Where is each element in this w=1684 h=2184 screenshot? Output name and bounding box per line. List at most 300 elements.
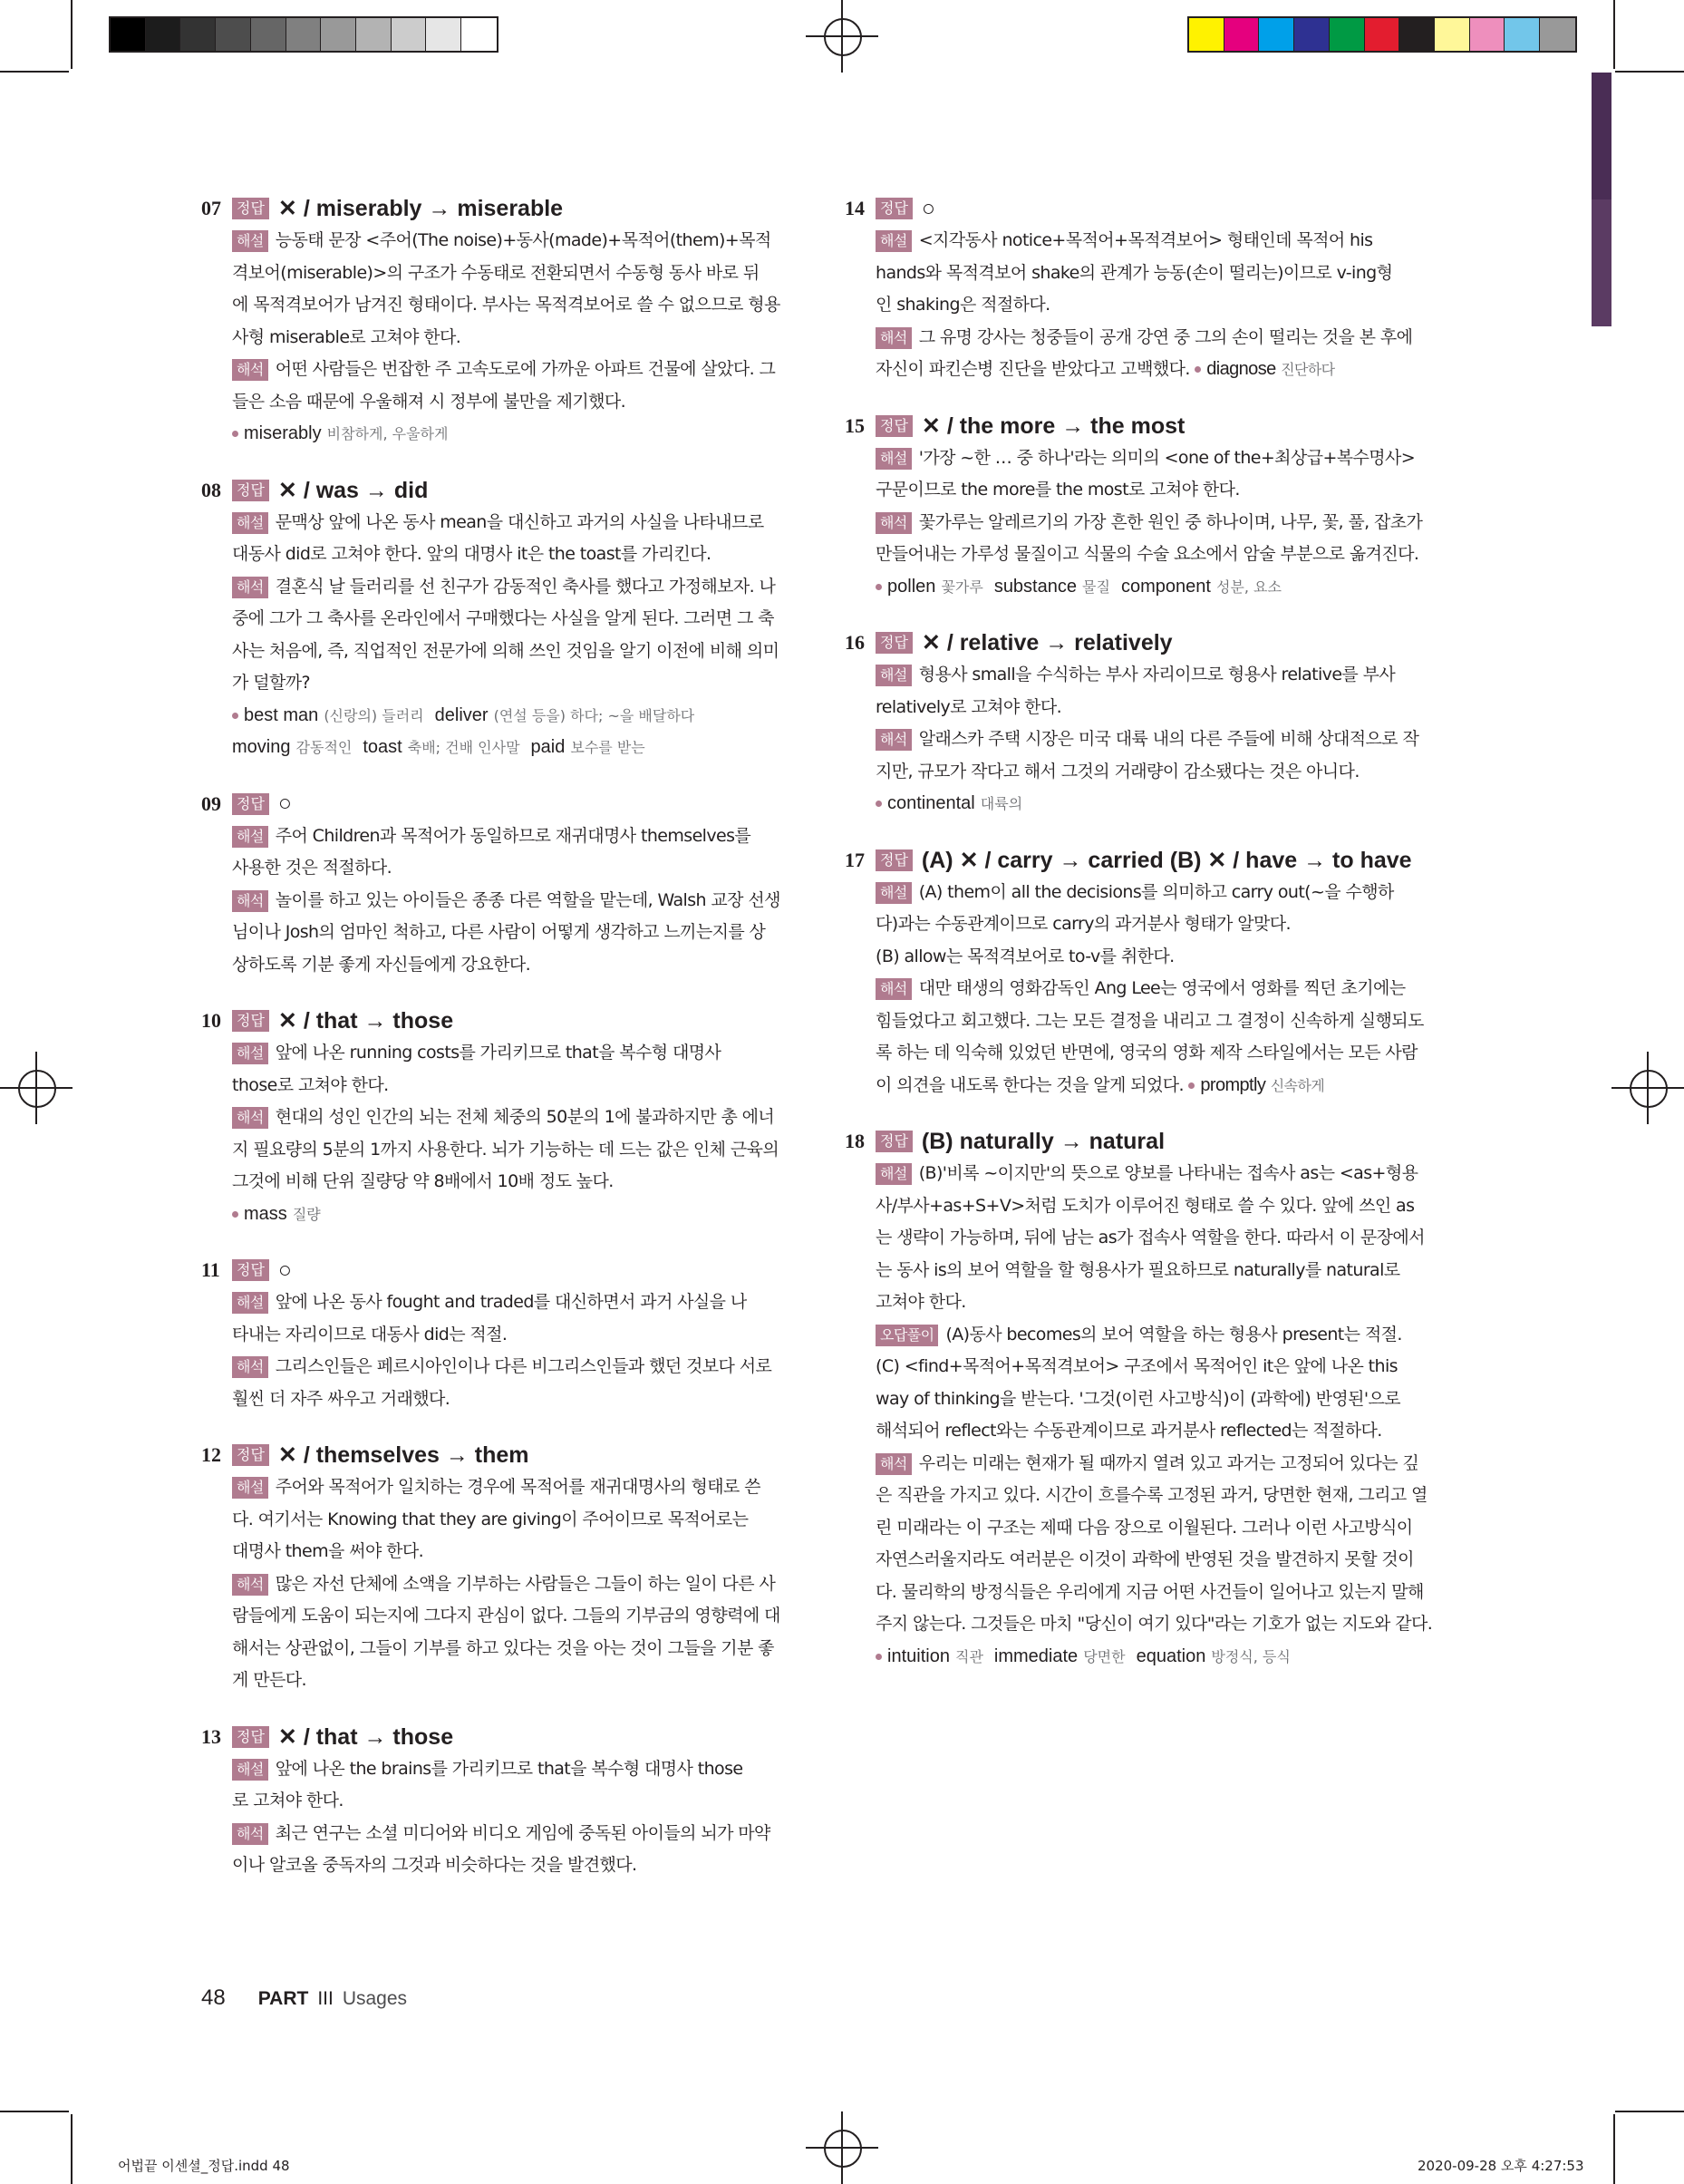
question-number: 13 [201, 1724, 221, 1748]
explanation-line [232, 667, 781, 700]
vocab-word: deliver [434, 704, 489, 725]
section-badge: 해석 [232, 890, 268, 912]
explanation-line [232, 603, 781, 636]
color-swatch [1470, 18, 1505, 51]
explanation-line [232, 636, 781, 668]
answer-badge: 정답 [232, 198, 269, 219]
explanation-block [876, 877, 1425, 1102]
vocab-word: paid [530, 737, 566, 757]
explanation-text: 해서는 상관없이, 그들이 기부를 하고 있다는 것을 아는 것이 그들을 기분 좋 [232, 1637, 774, 1658]
vocab-word: toast [363, 737, 402, 757]
explanation-text: way of thinking을 받는다. '그것(이런 사고방식)이 (과학에) 반영된'으로 [876, 1388, 1400, 1409]
explanation-line [876, 354, 1425, 386]
crop-mark-tr-v [1613, 0, 1615, 69]
gray-swatch-strip [109, 16, 498, 53]
section-badge: 해석 [232, 359, 268, 381]
answer-text: ✕ / the more → the most [921, 413, 1186, 439]
vocab-word: best man [244, 704, 319, 725]
slug-datetime: 2020-09-28 오후 4:27:53 [1418, 2158, 1584, 2174]
explanation-line [876, 1512, 1425, 1545]
explanation-text: 우리는 미래는 현재가 될 때까지 열려 있고 과거는 고정되어 있다는 깊 [918, 1452, 1419, 1473]
vocab-meaning: 축배; 건배 인사말 [407, 739, 520, 756]
explanation-line [232, 1785, 781, 1818]
crop-mark-br-h [1615, 2111, 1684, 2112]
answer-badge: 정답 [876, 415, 913, 437]
color-swatch [1399, 18, 1435, 51]
page-number: 48 [201, 1985, 226, 2010]
section-badge: 해석 [876, 327, 912, 349]
explanation-text: 에 목적격보어가 남겨진 형태이다. 부사는 목적격보어로 쓸 수 없으므로 형용 [232, 295, 780, 315]
vocab-row [876, 788, 1425, 820]
answer-badge: 정답 [232, 793, 269, 815]
explanation-block [232, 507, 781, 764]
color-swatch [180, 18, 216, 51]
color-swatch [111, 18, 146, 51]
color-swatch [1294, 18, 1330, 51]
answer-header [845, 844, 1425, 877]
crop-mark-bl-h [0, 2111, 69, 2112]
answer-item [845, 626, 1425, 820]
explanation-text: 린 미래라는 이 구조는 제때 다음 장으로 이월된다. 그러나 이런 사고방식이 [876, 1517, 1413, 1538]
color-swatch [321, 18, 356, 51]
section-badge: 해설 [232, 512, 268, 534]
explanation-text: 힘들었다고 회고했다. 그는 모든 결정을 내리고 그 결정이 신속하게 실행되도 [876, 1010, 1424, 1031]
explanation-text: 주어 Children과 목적어가 동일하므로 재귀대명사 themselves를 [275, 825, 751, 846]
explanation-line [232, 354, 781, 386]
explanation-text: 많은 자선 단체에 소액을 기부하는 사람들은 그들이 하는 일이 다른 사 [275, 1573, 776, 1594]
explanation-text: 다. 물리학의 방정식들은 우리에게 지금 어떤 사건들이 일어나고 있는지 말해 [876, 1581, 1424, 1602]
explanation-text: 로 고쳐야 한다. [232, 1791, 344, 1810]
explanation-text: 만들어내는 가루성 물질이고 식물의 수술 요소에서 암술 부분으로 옮겨진다. [876, 544, 1419, 564]
explanation-text: 앞에 나온 running costs를 가리키므로 that을 복수형 대명사 [275, 1043, 721, 1063]
vocab-row [232, 418, 781, 451]
section-badge: 해설 [876, 448, 912, 470]
question-number: 11 [201, 1258, 220, 1281]
explanation-text: 앞에 나온 the brains를 가리키므로 that을 복수형 대명사 those [275, 1758, 743, 1779]
explanation-text: those로 고쳐야 한다. [232, 1074, 389, 1095]
explanation-line [876, 322, 1425, 354]
vocab-word: equation [1136, 1645, 1206, 1666]
question-number: 09 [201, 791, 221, 815]
explanation-text: (A)동사 becomes의 보어 역할을 하는 형용사 present는 적절. [945, 1324, 1402, 1344]
explanation-line [876, 756, 1425, 789]
explanation-line [232, 571, 781, 604]
explanation-text: 사는 처음에, 즉, 직업적인 전문가에 의해 쓰인 것임을 알기 이전에 비해 의미 [232, 640, 779, 661]
question-number: 14 [845, 197, 865, 219]
bullet-dot [232, 713, 238, 719]
vocab-meaning: 성분, 요소 [1215, 578, 1282, 596]
registration-mark-bottom [806, 2111, 878, 2184]
explanation-block [232, 1753, 781, 1882]
explanation-text: 그 유명 강사는 청중들이 공개 강연 중 그의 손이 떨리는 것을 본 후에 [918, 326, 1413, 347]
answer-item [201, 1005, 781, 1230]
explanation-text: 사형 miserable로 고쳐야 한다. [232, 326, 461, 347]
explanation-line [232, 1383, 781, 1416]
answer-item [845, 192, 1425, 386]
question-number: 07 [201, 197, 221, 219]
explanation-line [876, 1319, 1425, 1352]
explanation-line [232, 1471, 781, 1504]
explanation-line [876, 692, 1425, 724]
answer-item [201, 1254, 781, 1415]
color-swatch [392, 18, 427, 51]
explanation-text: 자연스러울지라도 여러분은 이것이 과학에 반영된 것을 발견하지 못할 것이 [876, 1549, 1414, 1569]
section-badge: 해설 [232, 1759, 268, 1781]
section-badge: 해설 [876, 230, 912, 252]
answer-header [201, 474, 781, 507]
answer-badge: 정답 [232, 1444, 269, 1466]
explanation-text: 주어와 목적어가 일치하는 경우에 목적어를 재귀대명사의 형태로 쓴 [275, 1477, 760, 1497]
answer-text: (A) ✕ / carry → carried (B) ✕ / have → to have [921, 847, 1412, 873]
vocab-word: immediate [993, 1645, 1079, 1666]
explanation-text: 사/부사+as+S+V>처럼 도치가 이루어진 형태로 쓸 수 있다. 앞에 쓰인 as [876, 1195, 1415, 1216]
explanation-line [876, 1448, 1425, 1480]
answer-text: ○ [921, 195, 936, 221]
explanation-block [876, 659, 1425, 820]
explanation-block [232, 1471, 781, 1697]
vocab-meaning: (신랑의) 들러리 [324, 706, 424, 724]
section-label: Usages [342, 1988, 408, 2009]
explanation-line [876, 1222, 1425, 1255]
explanation-line [232, 1536, 781, 1568]
explanation-text: 인 shaking은 적절하다. [876, 295, 1050, 315]
answer-item [845, 410, 1425, 604]
explanation-line [876, 1255, 1425, 1287]
explanation-line [232, 1753, 781, 1786]
section-badge: 해석 [232, 1356, 268, 1378]
explanation-text: 람들에게 도움이 되는지에 그다지 관심이 없다. 그들의 기부금의 영향력에 대 [232, 1606, 780, 1626]
vocab-row [876, 1641, 1425, 1674]
explanation-text: 대동사 did로 고쳐야 한다. 앞의 대명사 it은 the toast를 가리킨다. [232, 544, 711, 564]
vocab-word: intuition [887, 1645, 950, 1666]
explanation-text: 문맥상 앞에 나온 동사 mean을 대신하고 과거의 사실을 나타내므로 [275, 511, 764, 532]
answer-header [201, 192, 781, 225]
explanation-text: 훨씬 더 자주 싸우고 거래했다. [232, 1388, 450, 1409]
right-column [845, 192, 1433, 1696]
explanation-line [232, 386, 781, 419]
explanation-text: 들은 소음 때문에 우울해져 시 정부에 불만을 제기했다. [232, 391, 626, 412]
part-label: PART [257, 1988, 309, 2009]
explanation-line [876, 1608, 1433, 1641]
explanation-text: 형용사 small을 수식하는 부사 자리이므로 형용사 relative를 부사 [918, 665, 1396, 684]
explanation-line [876, 908, 1425, 941]
question-number: 18 [845, 1130, 865, 1152]
explanation-text: '가장 ~한 … 중 하나'라는 의미의 <one of the+최상급+복수명사> [918, 447, 1416, 468]
answer-text: ○ [277, 791, 293, 816]
answer-item [201, 1721, 781, 1882]
explanation-text: 사용한 것은 적절하다. [232, 858, 392, 878]
color-swatch [251, 18, 286, 51]
explanation-line [232, 1134, 781, 1167]
answer-text: ✕ / that → those [277, 1008, 454, 1034]
explanation-line [232, 820, 781, 853]
explanation-line [232, 1504, 781, 1537]
answer-header [201, 788, 781, 820]
vocab-word: substance [993, 576, 1077, 597]
explanation-line [232, 507, 781, 539]
explanation-text: (A) them이 all the decisions를 의미하고 carry out(~을 수행하 [918, 881, 1394, 902]
explanation-line [232, 1633, 781, 1665]
crop-mark-bl-v [71, 2114, 73, 2184]
explanation-line [876, 941, 1425, 974]
color-swatch [1189, 18, 1224, 51]
explanation-line [232, 257, 781, 290]
explanation-text: (B)'비록 ~이지만'의 뜻으로 양보를 나타내는 접속사 as는 <as+형용 [918, 1163, 1418, 1183]
explanation-text: 상하도록 기분 좋게 자신들에게 강요한다. [232, 954, 531, 975]
vocab-word: component [1120, 576, 1211, 597]
vocab-row [232, 700, 781, 733]
section-badge: 해석 [876, 1453, 912, 1475]
answer-item [201, 1439, 781, 1697]
vocab-word: continental [887, 793, 975, 813]
explanation-text: 최근 연구는 소셜 미디어와 비디오 게임에 중독된 아이들의 뇌가 마약 [275, 1822, 770, 1843]
explanation-text: 그리스인들은 페르시아인이나 다른 비그리스인들과 했던 것보다 서로 [275, 1356, 772, 1376]
bullet-dot [876, 801, 882, 807]
explanation-text: (C) <find+목적어+목적격보어> 구조에서 목적어인 it은 앞에 나온 this [876, 1356, 1398, 1376]
explanation-block [232, 820, 781, 982]
section-badge: 해설 [232, 1477, 268, 1499]
vocab-meaning: 감동적인 [295, 739, 353, 756]
explanation-line [232, 1037, 781, 1070]
chapter-side-tab [1592, 73, 1611, 326]
answer-text: ✕ / themselves → them [277, 1442, 529, 1468]
vocab-row [232, 1199, 781, 1231]
answer-header [845, 192, 1425, 225]
answer-text: ✕ / miserably → miserable [277, 196, 564, 221]
answer-item [201, 788, 781, 982]
explanation-text: 결혼식 날 들러리를 선 친구가 감동적인 축사를 했다고 가정해보자. 나 [275, 576, 776, 597]
bullet-dot [1195, 366, 1201, 373]
vocab-meaning: 대륙의 [980, 795, 1023, 812]
explanation-line [876, 1070, 1425, 1102]
section-badge: 해설 [876, 1163, 912, 1185]
color-swatch [1435, 18, 1470, 51]
explanation-line [876, 1190, 1425, 1223]
part-roman: III [317, 1988, 334, 2009]
answer-badge: 정답 [876, 632, 913, 654]
explanation-line [232, 1568, 781, 1601]
page-footer [201, 1985, 407, 2011]
bullet-dot [232, 431, 238, 437]
explanation-line [876, 659, 1425, 692]
vocab-word: moving [232, 737, 291, 757]
explanation-text: 은 직관을 가지고 있다. 시간이 흐를수록 고정된 과거, 당면한 현재, 그리고 열 [876, 1485, 1428, 1505]
question-number: 08 [201, 478, 221, 501]
explanation-line [876, 1544, 1425, 1577]
vocab-word: pollen [887, 576, 936, 597]
answer-text: ✕ / was → did [277, 477, 429, 503]
explanation-text: 앞에 나온 동사 fought and traded를 대신하면서 과거 사실을 나 [275, 1292, 747, 1312]
explanation-line [876, 1577, 1425, 1609]
answer-badge: 정답 [232, 480, 269, 501]
section-badge: 해설 [232, 1043, 268, 1064]
vocab-row [876, 571, 1425, 604]
explanation-line [876, 1351, 1425, 1383]
vocab-meaning: 보수를 받는 [570, 739, 645, 756]
explanation-text: relatively로 고쳐야 한다. [876, 696, 1062, 717]
section-badge: 해설 [232, 1292, 268, 1314]
color-swatch [1505, 18, 1540, 51]
answer-text: ○ [277, 1257, 293, 1283]
explanation-text: 꽃가루는 알레르기의 가장 흔한 원인 중 하나이며, 나무, 꽃, 풀, 잡초가 [918, 511, 1423, 532]
section-badge: 해석 [876, 978, 912, 1000]
vocab-meaning: 진단하다 [1281, 361, 1335, 378]
answer-item [845, 1125, 1433, 1673]
question-number: 16 [845, 631, 865, 654]
explanation-line [876, 474, 1425, 507]
color-swatch [426, 18, 461, 51]
section-badge: 해설 [876, 882, 912, 904]
explanation-block [876, 1158, 1433, 1673]
explanation-text: 고쳐야 한다. [876, 1292, 966, 1312]
color-swatch [1540, 18, 1575, 51]
vocab-meaning: 당면한 [1083, 1647, 1126, 1665]
explanation-text: 이 의견을 내도록 한다는 것을 알게 되었다. [876, 1074, 1184, 1095]
explanation-text: 그것에 비해 단위 질량당 약 8배에서 10배 정도 높다. [232, 1171, 614, 1191]
vocab-meaning: 비참하게, 우울하게 [326, 425, 449, 442]
explanation-block [876, 225, 1425, 386]
answer-badge: 정답 [876, 849, 913, 871]
explanation-block [876, 442, 1425, 604]
explanation-line [232, 1286, 781, 1319]
color-swatch [1330, 18, 1365, 51]
answer-text: (B) naturally → natural [921, 1128, 1166, 1154]
vocab-word: diagnose [1206, 359, 1276, 379]
vocab-meaning: 꽃가루 [941, 578, 983, 596]
registration-mark-top [806, 0, 878, 73]
explanation-line [232, 1351, 781, 1383]
answer-badge: 정답 [232, 1259, 269, 1281]
color-swatch [216, 18, 251, 51]
explanation-line [232, 1070, 781, 1102]
answer-text: ✕ / relative → relatively [921, 630, 1173, 655]
explanation-line [232, 289, 781, 322]
slug-filename: 어법끝 이센셜_정답.indd 48 [118, 2158, 290, 2174]
answer-item [201, 474, 781, 764]
color-swatch [1259, 18, 1294, 51]
explanation-line [876, 1158, 1425, 1190]
explanation-line [232, 1319, 781, 1352]
crop-mark-tl-v [71, 0, 73, 69]
explanation-text: 지 필요량의 5분의 1까지 사용한다. 뇌가 기능하는 데 드는 값은 인체 근육의 [232, 1139, 779, 1160]
section-badge: 해석 [232, 1823, 268, 1845]
section-badge: 해석 [232, 1107, 268, 1129]
explanation-text: 는 생략이 가능하며, 뒤에 남는 as가 접속사 역할을 한다. 따라서 이 문장에서 [876, 1228, 1425, 1247]
explanation-line [232, 1600, 781, 1633]
explanation-text: 는 동사 is의 보어 역할을 할 형용사가 필요하므로 naturally를 natural로 [876, 1259, 1400, 1280]
explanation-text: 현대의 성인 인간의 뇌는 전체 체중의 50분의 1에 불과하지만 총 에너 [275, 1107, 775, 1127]
explanation-line [232, 539, 781, 571]
explanation-line [876, 507, 1425, 539]
explanation-line [876, 257, 1425, 290]
explanation-line [232, 885, 781, 917]
explanation-block [232, 225, 781, 451]
explanation-line [232, 225, 781, 257]
section-badge: 해설 [876, 665, 912, 686]
explanation-line [876, 1480, 1428, 1512]
bullet-dot [232, 1211, 238, 1218]
answer-header [201, 1005, 781, 1037]
explanation-line [876, 289, 1425, 322]
explanation-text: 대명사 them을 써야 한다. [232, 1541, 424, 1561]
explanation-line [876, 723, 1425, 756]
explanation-text: 다)과는 수동관계이므로 carry의 과거분사 형태가 알맞다. [876, 914, 1291, 934]
vocab-row [232, 732, 781, 764]
explanation-line [232, 1849, 781, 1882]
vocab-word: promptly [1200, 1074, 1266, 1095]
explanation-text: 알래스카 주택 시장은 미국 대륙 내의 다른 주들에 비해 상대적으로 작 [918, 729, 1419, 749]
answer-badge: 정답 [232, 1010, 269, 1032]
explanation-line [232, 1102, 781, 1134]
color-swatch [461, 18, 497, 51]
answer-header [201, 1721, 781, 1753]
explanation-text: 놀이를 하고 있는 아이들은 종종 다른 역할을 맡는데, Walsh 교장 선생 [275, 889, 780, 910]
explanation-text: 타내는 자리이므로 대동사 did는 적절. [232, 1324, 508, 1344]
section-badge: 해설 [232, 826, 268, 848]
question-number: 10 [201, 1009, 221, 1032]
explanation-line [876, 1415, 1425, 1448]
bullet-dot [876, 1654, 882, 1660]
answer-header [845, 1125, 1425, 1158]
explanation-line [876, 973, 1425, 1005]
explanation-text: 어떤 사람들은 번잡한 주 고속도로에 가까운 아파트 건물에 살았다. 그 [275, 359, 776, 379]
crop-mark-tr-h [1615, 71, 1684, 73]
question-number: 15 [845, 413, 865, 437]
left-column [201, 192, 781, 1906]
answer-badge: 정답 [876, 1131, 913, 1152]
vocab-meaning: (연설 등을) 하다; ~을 배달하다 [493, 706, 695, 724]
question-number: 12 [201, 1443, 221, 1466]
explanation-line [232, 917, 781, 949]
explanation-line [876, 877, 1425, 909]
explanation-text: 중에 그가 그 축사를 온라인에서 구매했다는 사실을 알게 된다. 그러면 그 축 [232, 608, 774, 628]
vocab-word: mass [244, 1203, 287, 1224]
explanation-text: 지만, 규모가 작다고 해서 그것의 거래량이 감소됐다는 것은 아니다. [876, 761, 1360, 781]
explanation-line [876, 1037, 1425, 1070]
explanation-text: <지각동사 notice+목적어+목적격보어> 형태인데 목적어 his [918, 230, 1373, 250]
vocab-meaning: 질량 [292, 1205, 321, 1223]
color-swatch-strip [1187, 16, 1577, 53]
answer-item [845, 844, 1425, 1102]
section-badge: 오답풀이 [876, 1325, 938, 1346]
explanation-line [876, 1005, 1425, 1038]
explanation-line [232, 1665, 781, 1697]
explanation-line [876, 1286, 1425, 1319]
question-number: 17 [845, 848, 865, 871]
answer-badge: 정답 [876, 198, 913, 219]
bullet-dot [1188, 1082, 1195, 1089]
explanation-text: 구문이므로 the more를 the most로 고쳐야 한다. [876, 480, 1240, 500]
explanation-line [232, 949, 781, 982]
explanation-text: 자신이 파킨슨병 진단을 받았다고 고백했다. [876, 359, 1190, 379]
explanation-text: 록 하는 데 익숙해 있었던 반면에, 영국의 영화 제작 스타일에서는 모든 사람 [876, 1043, 1418, 1063]
answer-header [201, 1439, 781, 1471]
answer-header [845, 410, 1425, 442]
vocab-word: miserably [244, 423, 322, 443]
answer-badge: 정답 [232, 1726, 269, 1748]
explanation-text: 격보어(miserable)>의 구조가 수동태로 전환되면서 수동형 동사 바로 뒤 [232, 262, 760, 283]
explanation-line [232, 1818, 781, 1850]
explanation-line [876, 225, 1425, 257]
section-badge: 해석 [876, 512, 912, 534]
crop-mark-br-v [1613, 2114, 1615, 2184]
section-badge: 해석 [876, 729, 912, 751]
explanation-line [232, 852, 781, 885]
registration-mark-left [0, 1052, 73, 1124]
explanation-text: 다. 여기서는 Knowing that they are giving이 주어이므로 목적어로는 [232, 1509, 749, 1529]
vocab-meaning: 직관 [954, 1647, 983, 1665]
explanation-line [232, 322, 781, 354]
